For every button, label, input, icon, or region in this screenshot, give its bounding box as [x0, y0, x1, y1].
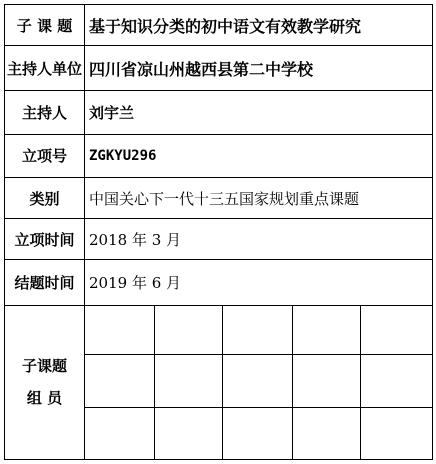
label-host: 主持人 [5, 91, 85, 134]
member-cell [85, 408, 155, 460]
value-project-number: ZGKYU296 [85, 134, 433, 177]
member-cell [223, 305, 293, 354]
row-project-number [5, 134, 433, 177]
label-members-line1: 子课题 [21, 357, 67, 376]
member-cell [223, 408, 293, 460]
value-host-unit: 四川省凉山州越西县第二中学校 [85, 46, 433, 91]
label-subtopic: 子 课 题 [5, 5, 85, 46]
member-cell [361, 408, 433, 460]
member-cell [293, 305, 361, 354]
value-end-date: 2019 年 6 月 [85, 260, 433, 305]
value-subtopic: 基于知识分类的初中语文有效教学研究 [85, 5, 433, 46]
member-cell [155, 408, 223, 460]
member-cell [85, 305, 155, 354]
label-start-date: 立项时间 [5, 219, 85, 260]
label-members-line2: 组 员 [26, 389, 63, 408]
member-cell [361, 305, 433, 354]
member-cell [293, 408, 361, 460]
row-category [5, 177, 433, 218]
label-members [5, 305, 85, 459]
label-end-date: 结题时间 [5, 260, 85, 305]
value-host: 刘宇兰 [85, 91, 433, 134]
row-host [5, 91, 433, 134]
member-cell [223, 354, 293, 408]
member-cell [85, 354, 155, 408]
member-cell [155, 305, 223, 354]
label-project-number: 立项号 [5, 134, 85, 177]
label-host-unit: 主持人单位 [5, 46, 85, 91]
value-start-date: 2018 年 3 月 [85, 219, 433, 260]
member-cell [293, 354, 361, 408]
row-host-unit [5, 46, 433, 91]
project-info-form [4, 4, 433, 460]
member-cell [361, 354, 433, 408]
row-end-date [5, 260, 433, 305]
label-category: 类别 [5, 177, 85, 218]
row-subtopic [5, 5, 433, 46]
member-cell [155, 354, 223, 408]
members-row-1 [5, 305, 433, 354]
row-start-date [5, 219, 433, 260]
value-category: 中国关心下一代十三五国家规划重点课题 [85, 177, 433, 218]
